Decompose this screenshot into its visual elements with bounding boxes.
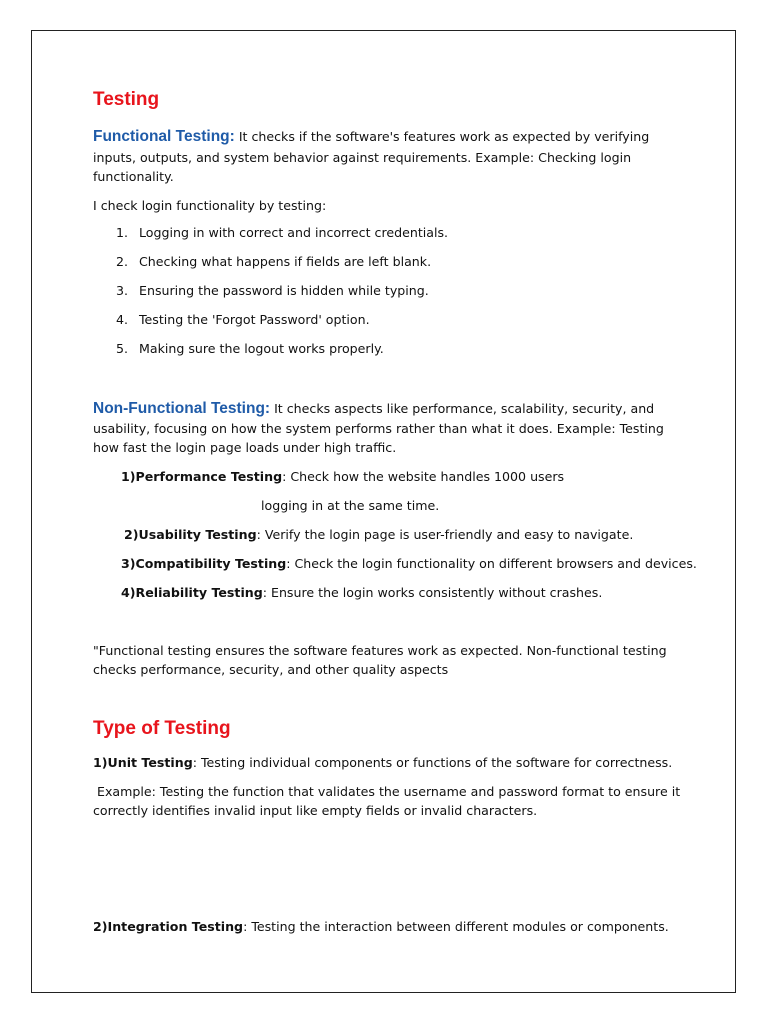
nonfunctional-heading: Non-Functional Testing: xyxy=(93,400,271,417)
quote-line-1: "Functional testing ensures the software features work as expected. Non-functional testing xyxy=(93,643,667,658)
item-label: 2)Integration Testing xyxy=(93,919,244,934)
item-text: : Check the login functionality on different browsers and devices. xyxy=(286,556,697,571)
nonfunctional-text-1: It checks aspects like performance, scalability, security, and xyxy=(274,401,655,416)
item-label: 2)Usability Testing xyxy=(124,527,257,542)
nonfunctional-line-2: usability, focusing on how the system performs rather than what it does. Example: Testing xyxy=(93,421,664,436)
list-item: Checking what happens if fields are left blank. xyxy=(139,254,432,269)
page-title: Testing xyxy=(93,89,160,110)
list-item-number: 5. xyxy=(116,341,129,356)
list-item-number: 2. xyxy=(116,254,129,269)
integration-testing-item xyxy=(93,917,669,937)
functional-line-3: functionality. xyxy=(93,169,174,184)
functional-heading: Functional Testing: xyxy=(93,128,235,145)
list-item-number: 4. xyxy=(116,312,129,327)
item-text: : Ensure the login works consistently without crashes. xyxy=(262,585,603,600)
item-text: : Check how the website handles 1000 users xyxy=(282,469,565,484)
section-heading-types: Type of Testing xyxy=(93,718,231,739)
item-text: : Testing individual components or functions of the software for correctness. xyxy=(192,755,673,770)
usability-item xyxy=(124,525,633,545)
item-text: : Verify the login page is user-friendly and easy to navigate. xyxy=(256,527,634,542)
unit-testing-item xyxy=(93,753,672,773)
functional-line-1 xyxy=(93,127,649,147)
nonfunctional-line-3: how fast the login page loads under high traffic. xyxy=(93,440,397,455)
list-item: Logging in with correct and incorrect credentials. xyxy=(139,225,449,240)
unit-example-line-1: Example: Testing the function that validates the username and password format to ensure it xyxy=(93,784,681,799)
list-item: Making sure the logout works properly. xyxy=(139,341,384,356)
list-item-number: 1. xyxy=(116,225,129,240)
nonfunctional-line-1 xyxy=(93,399,654,419)
quote-line-2: checks performance, security, and other quality aspects xyxy=(93,662,449,677)
list-item: Testing the 'Forgot Password' option. xyxy=(139,312,370,327)
list-item: Ensuring the password is hidden while typing. xyxy=(139,283,429,298)
list-item-number: 3. xyxy=(116,283,129,298)
compatibility-item xyxy=(121,554,697,574)
item-label: 1)Unit Testing xyxy=(93,755,193,770)
reliability-item xyxy=(121,583,602,603)
functional-intro: I check login functionality by testing: xyxy=(93,198,327,213)
item-label: 4)Reliability Testing xyxy=(121,585,263,600)
item-text: : Testing the interaction between different modules or components. xyxy=(243,919,669,934)
performance-item-continuation: logging in at the same time. xyxy=(261,498,440,513)
functional-line-2: inputs, outputs, and system behavior against requirements. Example: Checking login xyxy=(93,150,632,165)
item-label: 3)Compatibility Testing xyxy=(121,556,287,571)
unit-example-line-2: correctly identifies invalid input like empty fields or invalid characters. xyxy=(93,803,538,818)
performance-item xyxy=(121,467,564,487)
item-label: 1)Performance Testing xyxy=(121,469,283,484)
functional-text-1: It checks if the software's features work as expected by verifying xyxy=(238,129,650,144)
